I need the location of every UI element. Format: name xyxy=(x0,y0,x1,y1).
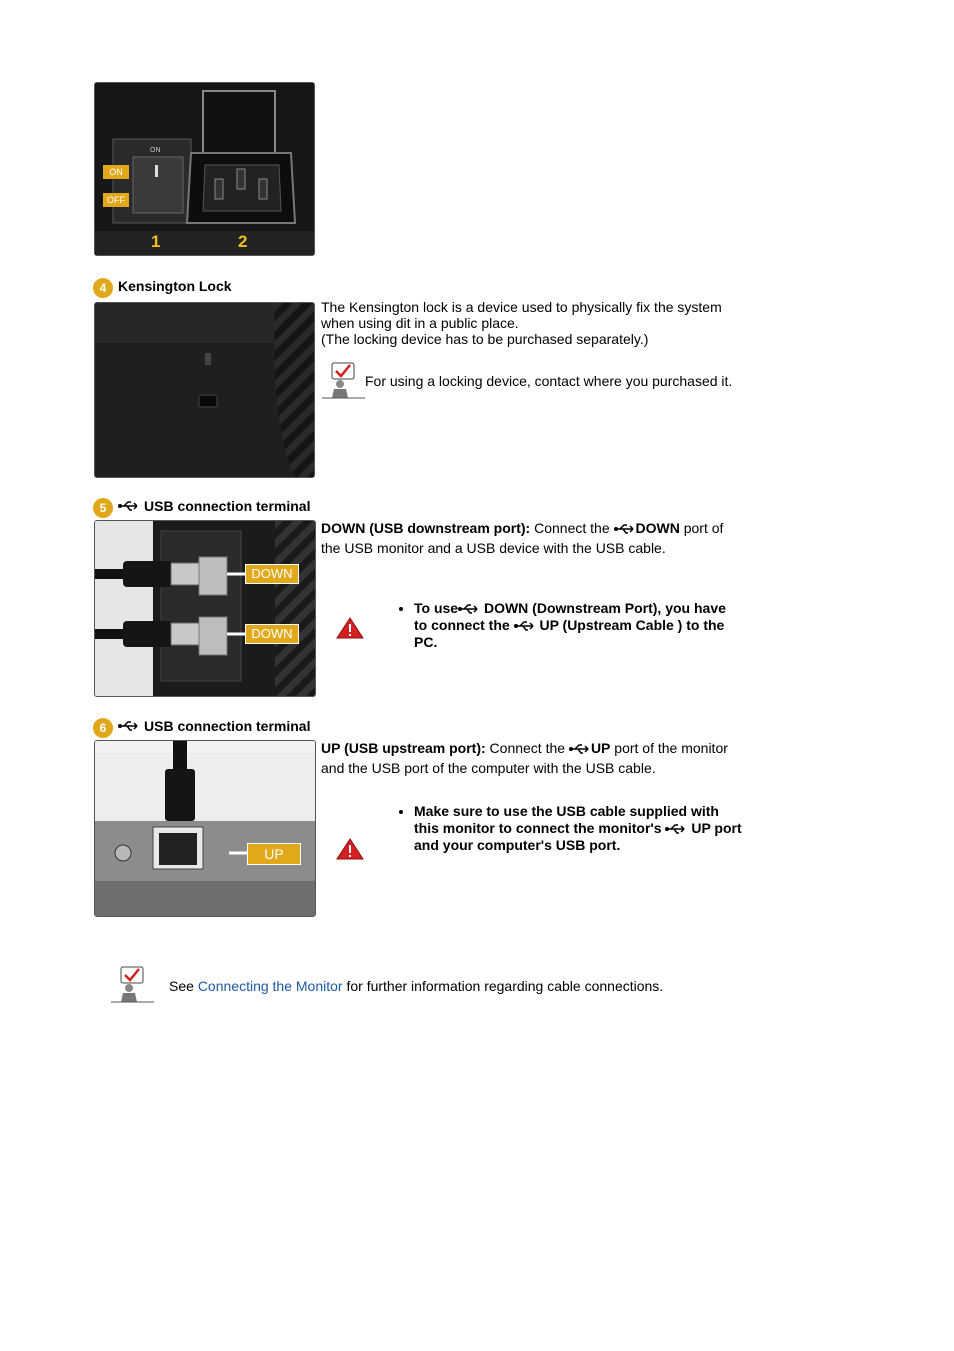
kensington-line-1: The Kensington lock is a device used to physically fix the system xyxy=(321,299,722,315)
usb-icon xyxy=(614,523,636,535)
warn-text: this monitor to connect the monitor's xyxy=(414,820,666,836)
section-6-badge: 6 xyxy=(93,718,113,738)
warn-text: UP (Upstream Cable ) to the xyxy=(535,617,725,633)
usb-downstream-illustration xyxy=(95,521,315,696)
downstream-line-2: the USB monitor and a USB device with the USB cable. xyxy=(321,540,666,556)
usb-downstream-description xyxy=(321,518,761,558)
downstream-warning xyxy=(414,600,774,651)
section-6-title xyxy=(118,718,310,734)
marker-1: 1 xyxy=(151,232,161,251)
downstream-port: DOWN xyxy=(635,520,680,536)
upstream-text-1: Connect the xyxy=(485,740,569,756)
upstream-port: UP xyxy=(590,740,611,756)
warn-text: PC. xyxy=(414,634,438,650)
section-5-title xyxy=(118,498,310,514)
usb-icon xyxy=(118,720,140,732)
section-6-title-text: USB connection terminal xyxy=(144,718,311,734)
usb-icon xyxy=(665,823,687,835)
usb-icon xyxy=(569,743,591,755)
footer-rest: for further information regarding cable connections. xyxy=(342,978,664,994)
warn-text: to connect the xyxy=(414,617,514,633)
warn-text: Make sure to use the USB cable supplied with xyxy=(414,803,719,819)
usb-icon xyxy=(118,500,140,512)
on-tag: ON xyxy=(103,165,129,179)
upstream-term: UP (USB upstream port): xyxy=(321,740,486,756)
section-5-badge: 5 xyxy=(93,498,113,518)
note-icon xyxy=(111,966,155,1004)
down-tag-1: DOWN xyxy=(245,564,299,584)
warning-icon xyxy=(336,617,364,639)
warning-icon xyxy=(336,838,364,860)
kensington-line-3: (The locking device has to be purchased separately.) xyxy=(321,331,649,347)
upstream-line-2: and the USB port of the computer with the USB cable. xyxy=(321,760,656,776)
downstream-warning-list xyxy=(398,600,774,651)
footer-see: See xyxy=(169,978,198,994)
switch-label: ON xyxy=(150,147,161,154)
usb-downstream-photo xyxy=(94,520,316,697)
kensington-note: For using a locking device, contact where you purchased it. xyxy=(365,373,733,389)
downstream-term: DOWN (USB downstream port): xyxy=(321,520,531,536)
usb-upstream-illustration xyxy=(95,741,315,916)
warn-text: To use xyxy=(414,600,459,616)
section-4-title: Kensington Lock xyxy=(118,278,232,294)
warn-text: and your computer's USB port. xyxy=(414,837,621,853)
kensington-illustration xyxy=(95,303,314,477)
downstream-text-1: Connect the xyxy=(530,520,614,536)
marker-2: 2 xyxy=(238,232,248,251)
upstream-warning xyxy=(414,803,794,854)
note-icon xyxy=(322,362,366,400)
usb-upstream-description xyxy=(321,738,761,778)
up-tag: UP xyxy=(247,843,301,865)
section-5-title-text: USB connection terminal xyxy=(144,498,311,514)
connecting-monitor-link[interactable]: Connecting the Monitor xyxy=(197,978,343,994)
upstream-text-2: port of the monitor xyxy=(610,740,728,756)
warn-text: DOWN (Downstream Port), you have xyxy=(480,600,726,616)
warn-text: UP port xyxy=(687,820,742,836)
power-panel-photo xyxy=(94,82,315,256)
kensington-lock-photo xyxy=(94,302,315,478)
downstream-text-2: port of xyxy=(679,520,724,536)
kensington-line-2: when using dit in a public place. xyxy=(321,315,519,331)
kensington-description xyxy=(321,299,761,347)
down-tag-2: DOWN xyxy=(245,624,299,644)
off-tag: OFF xyxy=(103,193,129,207)
footer-note xyxy=(169,978,663,994)
usb-upstream-photo xyxy=(94,740,316,917)
upstream-warning-list xyxy=(398,803,794,854)
usb-icon xyxy=(514,620,536,632)
section-4-badge: 4 xyxy=(93,278,113,298)
usb-icon xyxy=(458,603,480,615)
